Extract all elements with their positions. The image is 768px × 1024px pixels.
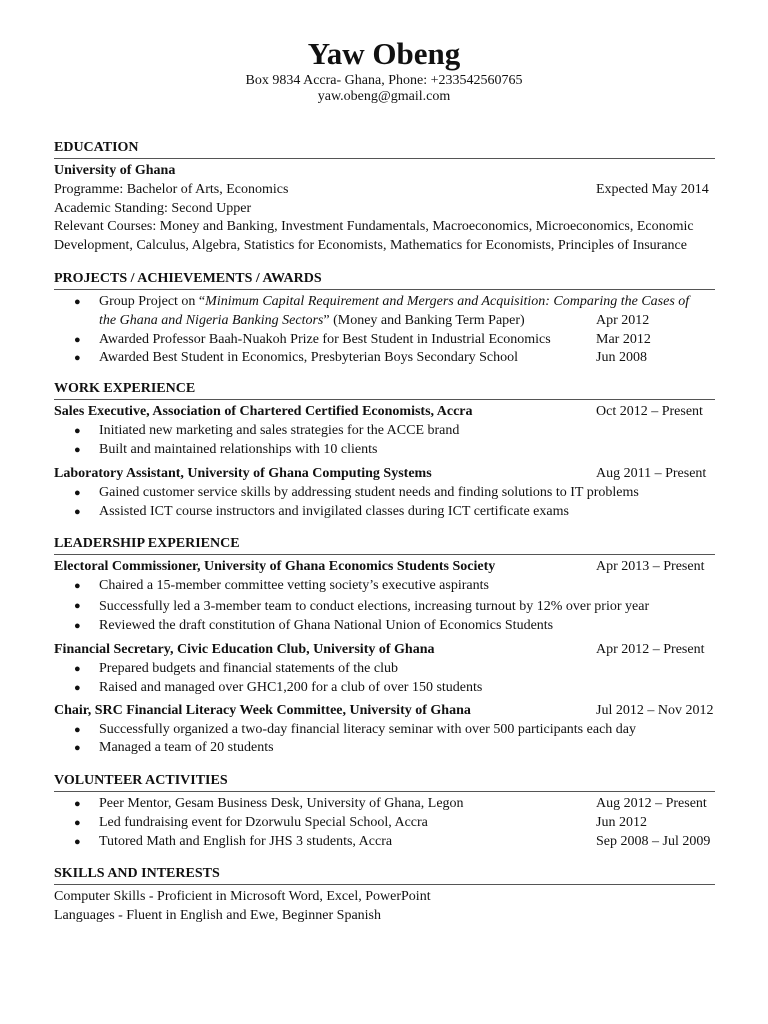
list-item [54,795,715,814]
award-text: Awarded Best Student in Economics, Presbyterian Boys Secondary School [99,350,519,366]
programme-text: Programme: Bachelor of Arts, Economics [54,181,289,197]
role-bullet: Successfully organized a two-day financial literacy seminar with over 500 participants each day [99,721,636,737]
contact-email: yaw.obeng@gmail.com [317,89,451,104]
award-date: Jun 2008 [596,350,647,366]
bullet-icon: ● [74,443,81,456]
bullet-icon: ● [74,333,81,346]
list-item-continuation [54,312,715,331]
bullet-icon: ● [74,663,81,676]
skills-section [54,865,715,926]
bullet-icon: ● [74,723,81,736]
role-bullet: Chaired a 15-member committee vetting society’s executive aspirants [99,577,489,593]
job-date: Aug 2011 – Present [596,466,707,482]
computer-skills: Computer Skills - Proficient in Microsoft Word, Excel, PowerPoint [54,889,431,904]
project-prefix: Group Project on “ [99,294,206,309]
list-item [54,814,715,833]
bullet-icon: ● [74,681,81,694]
project-title-part2: the Ghana and Nigeria Banking Sectors [99,312,324,328]
section-title: SKILLS AND INTERESTS [54,865,715,885]
job-header [54,465,715,484]
list-item [54,577,715,596]
list-item [54,679,715,698]
job-bullet: Assisted ICT course instructors and invigilated classes during ICT certificate exams [99,503,569,519]
role-title: Chair, SRC Financial Literacy Week Committee, University of Ghana [54,702,471,718]
list-item [54,833,715,852]
role-title: Financial Secretary, Civic Education Club, University of Ghana [54,642,435,658]
list-item [54,660,715,679]
programme-date: Expected May 2014 [596,181,709,197]
bullet-icon: ● [74,816,81,829]
list-item [54,484,715,503]
list-item [54,503,715,522]
project-title-part1: Minimum Capital Requirement and Mergers and Acquisition: Comparing the Cases of [205,294,690,309]
list-item [54,721,715,740]
relevant-courses-line2: Development, Calculus, Algebra, Statistics for Economists, Mathematics for Economists, Principles of Insurance [54,238,687,254]
contact-info [0,73,768,105]
school-name: University of Ghana [54,163,176,178]
list-item [54,349,715,368]
volunteer-text: Led fundraising event for Dzorwulu Special School, Accra [99,814,428,830]
role-bullet: Prepared budgets and financial statements of the club [99,661,398,677]
bullet-icon: ● [74,619,81,632]
job-bullet: Initiated new marketing and sales strategies for the ACCE brand [99,422,460,438]
education-section [54,139,715,256]
section-title: LEADERSHIP EXPERIENCE [54,535,715,555]
project-date: Apr 2012 [596,312,650,328]
role-title: Electoral Commissioner, University of Ghana Economics Students Society [54,559,496,574]
programme-line [54,181,715,200]
section-title: VOLUNTEER ACTIVITIES [54,772,715,792]
bullet-icon: ● [74,296,81,308]
list-item [54,422,715,441]
role-bullet: Raised and managed over GHC1,200 for a club of over 150 students [99,679,483,695]
volunteer-section [54,772,715,851]
role-date: Apr 2013 – Present [596,559,705,574]
languages: Languages - Fluent in English and Ewe, Beginner Spanish [54,907,381,923]
volunteer-text: Tutored Math and English for JHS 3 students, Accra [99,833,393,849]
bullet-icon: ● [74,579,81,592]
section-title: PROJECTS / ACHIEVEMENTS / AWARDS [54,270,715,290]
academic-standing: Academic Standing: Second Upper [54,200,252,216]
work-section [54,380,715,522]
volunteer-date: Aug 2012 – Present [596,796,707,811]
bullet-icon: ● [74,424,81,437]
role-bullet: Reviewed the draft constitution of Ghana National Union of Economics Students [99,617,554,633]
role-date: Apr 2012 – Present [596,642,705,658]
list-item [54,441,715,460]
candidate-name: Yaw Obeng [307,36,461,71]
volunteer-date: Jun 2012 [596,814,647,830]
job-header [54,403,715,422]
job-bullet: Gained customer service skills by addressing student needs and finding solutions to IT problems [99,485,639,501]
list-item [54,617,715,636]
bullet-icon: ● [74,505,81,518]
bullet-icon: ● [74,742,81,755]
relevant-courses-line1: Relevant Courses: Money and Banking, Investment Fundamentals, Macroeconomics, Microeconomics, Economic [54,219,694,235]
list-item [54,596,715,617]
job-bullet: Built and maintained relationships with 10 clients [99,441,378,457]
role-date: Jul 2012 – Nov 2012 [596,702,714,718]
job-date: Oct 2012 – Present [596,404,703,419]
job-role: Laboratory Assistant, University of Ghana Computing Systems [54,466,432,482]
list-item [54,331,715,350]
role-bullet: Managed a team of 20 students [99,740,274,756]
volunteer-text: Peer Mentor, Gesam Business Desk, University of Ghana, Legon [99,796,464,811]
list-item [54,293,715,312]
section-title: WORK EXPERIENCE [54,380,715,400]
role-bullet: Successfully led a 3-member team to conduct elections, increasing turnout by 12% over prior year [99,598,650,614]
role-header [54,641,715,660]
award-date: Mar 2012 [596,331,651,347]
projects-section [54,270,715,368]
list-item [54,739,715,758]
project-suffix: ” (Money and Banking Term Paper) [323,312,525,328]
bullet-icon: ● [74,487,81,500]
bullet-icon: ● [74,599,81,612]
role-header [54,558,715,577]
volunteer-date: Sep 2008 – Jul 2009 [596,833,711,849]
award-text: Awarded Professor Baah-Nuakoh Prize for Best Student in Industrial Economics [99,331,551,347]
job-role: Sales Executive, Association of Chartered Certified Economists, Accra [54,404,473,419]
leadership-section [54,535,715,758]
role-header [54,702,715,721]
bullet-icon: ● [74,352,81,365]
bullet-icon: ● [74,835,81,848]
contact-address-phone: Box 9834 Accra- Ghana, Phone: +233542560765 [245,73,523,88]
section-title: EDUCATION [54,139,715,159]
bullet-icon: ● [74,798,81,810]
